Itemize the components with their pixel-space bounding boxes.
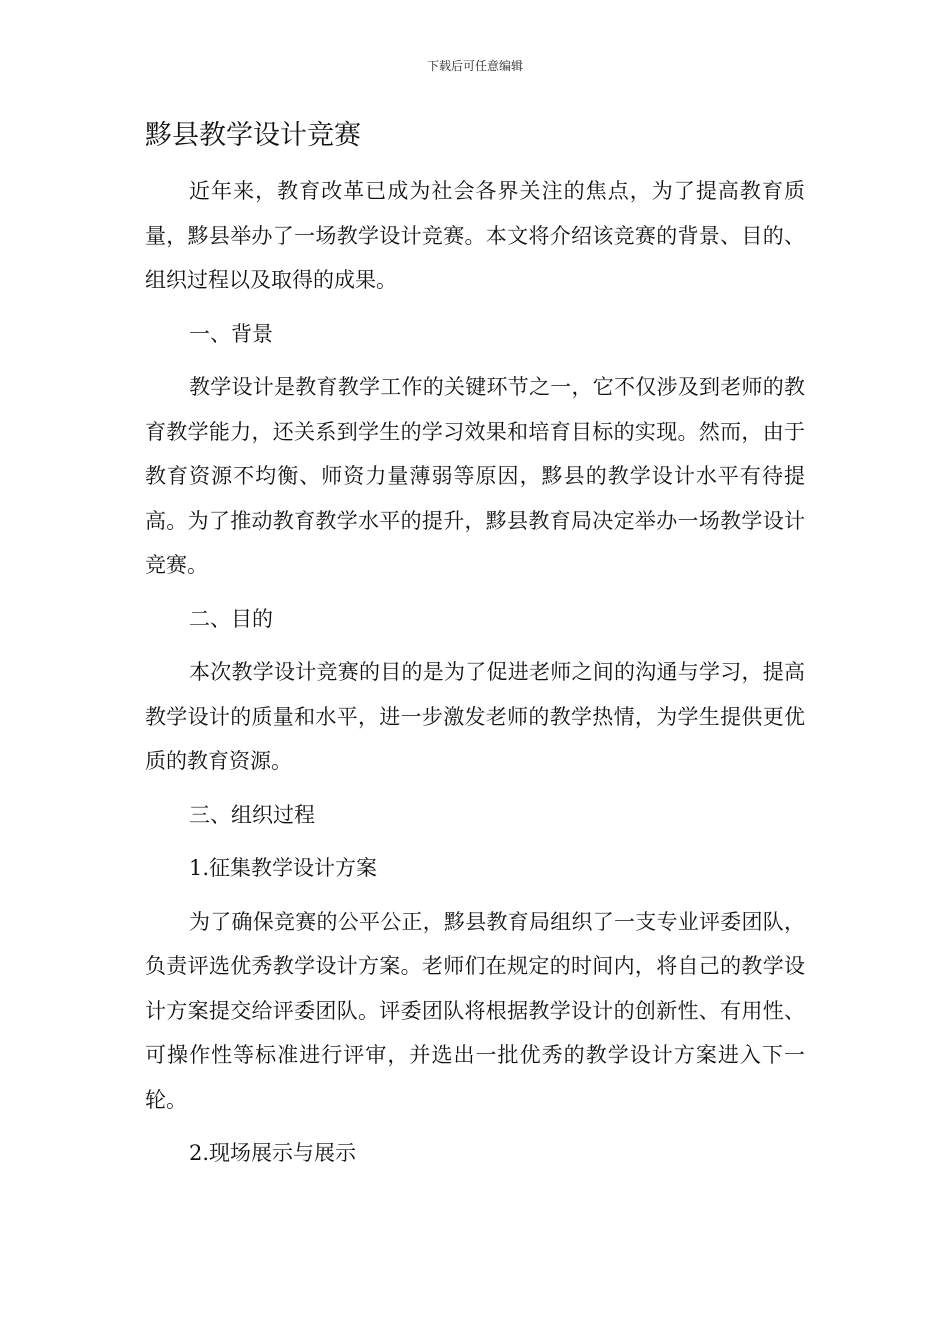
- document-title: 黟县教学设计竞赛: [145, 120, 361, 151]
- document-content: [145, 112, 805, 1176]
- section-heading-purpose: 二、目的: [189, 606, 273, 631]
- subsection-heading-collection: 1.征集教学设计方案: [189, 856, 378, 880]
- header-note: 下载后可任意编辑: [426, 59, 523, 73]
- section-body-background: 教学设计是教育教学工作的关键环节之一，它不仅涉及到老师的教育教学能力，还关系到学生的学习效果和培育目标的实现。然而，由于教育资源不均衡、师资力量薄弱等原因，黟县的教学设计水平有待提高。为了推动教育教学水平的提升，黟县教育局决定举办一场教学设计竞赛。: [145, 375, 805, 577]
- intro-paragraph: 近年来，教育改革已成为社会各界关注的焦点，为了提高教育质量，黟县举办了一场教学设计竞赛。本文将介绍该竞赛的背景、目的、组织过程以及取得的成果。: [145, 179, 805, 292]
- section-heading-organization: 三、组织过程: [189, 802, 315, 827]
- subsection-heading-presentation: 2.现场展示与展示: [189, 1141, 357, 1165]
- section-body-purpose: 本次教学设计竞赛的目的是为了促进老师之间的沟通与学习，提高教学设计的质量和水平，进一步激发老师的教学热情，为学生提供更优质的教育资源。: [145, 660, 805, 773]
- subsection-body-collection: 为了确保竞赛的公平公正，黟县教育局组织了一支专业评委团队，负责评选优秀教学设计方案。老师们在规定的时间内，将自己的教学设计方案提交给评委团队。评委团队将根据教学设计的创新性、有用性、可操作性等标准进行评审，并选出一批优秀的教学设计方案进入下一轮。: [145, 909, 805, 1112]
- section-heading-background: 一、背景: [189, 321, 273, 346]
